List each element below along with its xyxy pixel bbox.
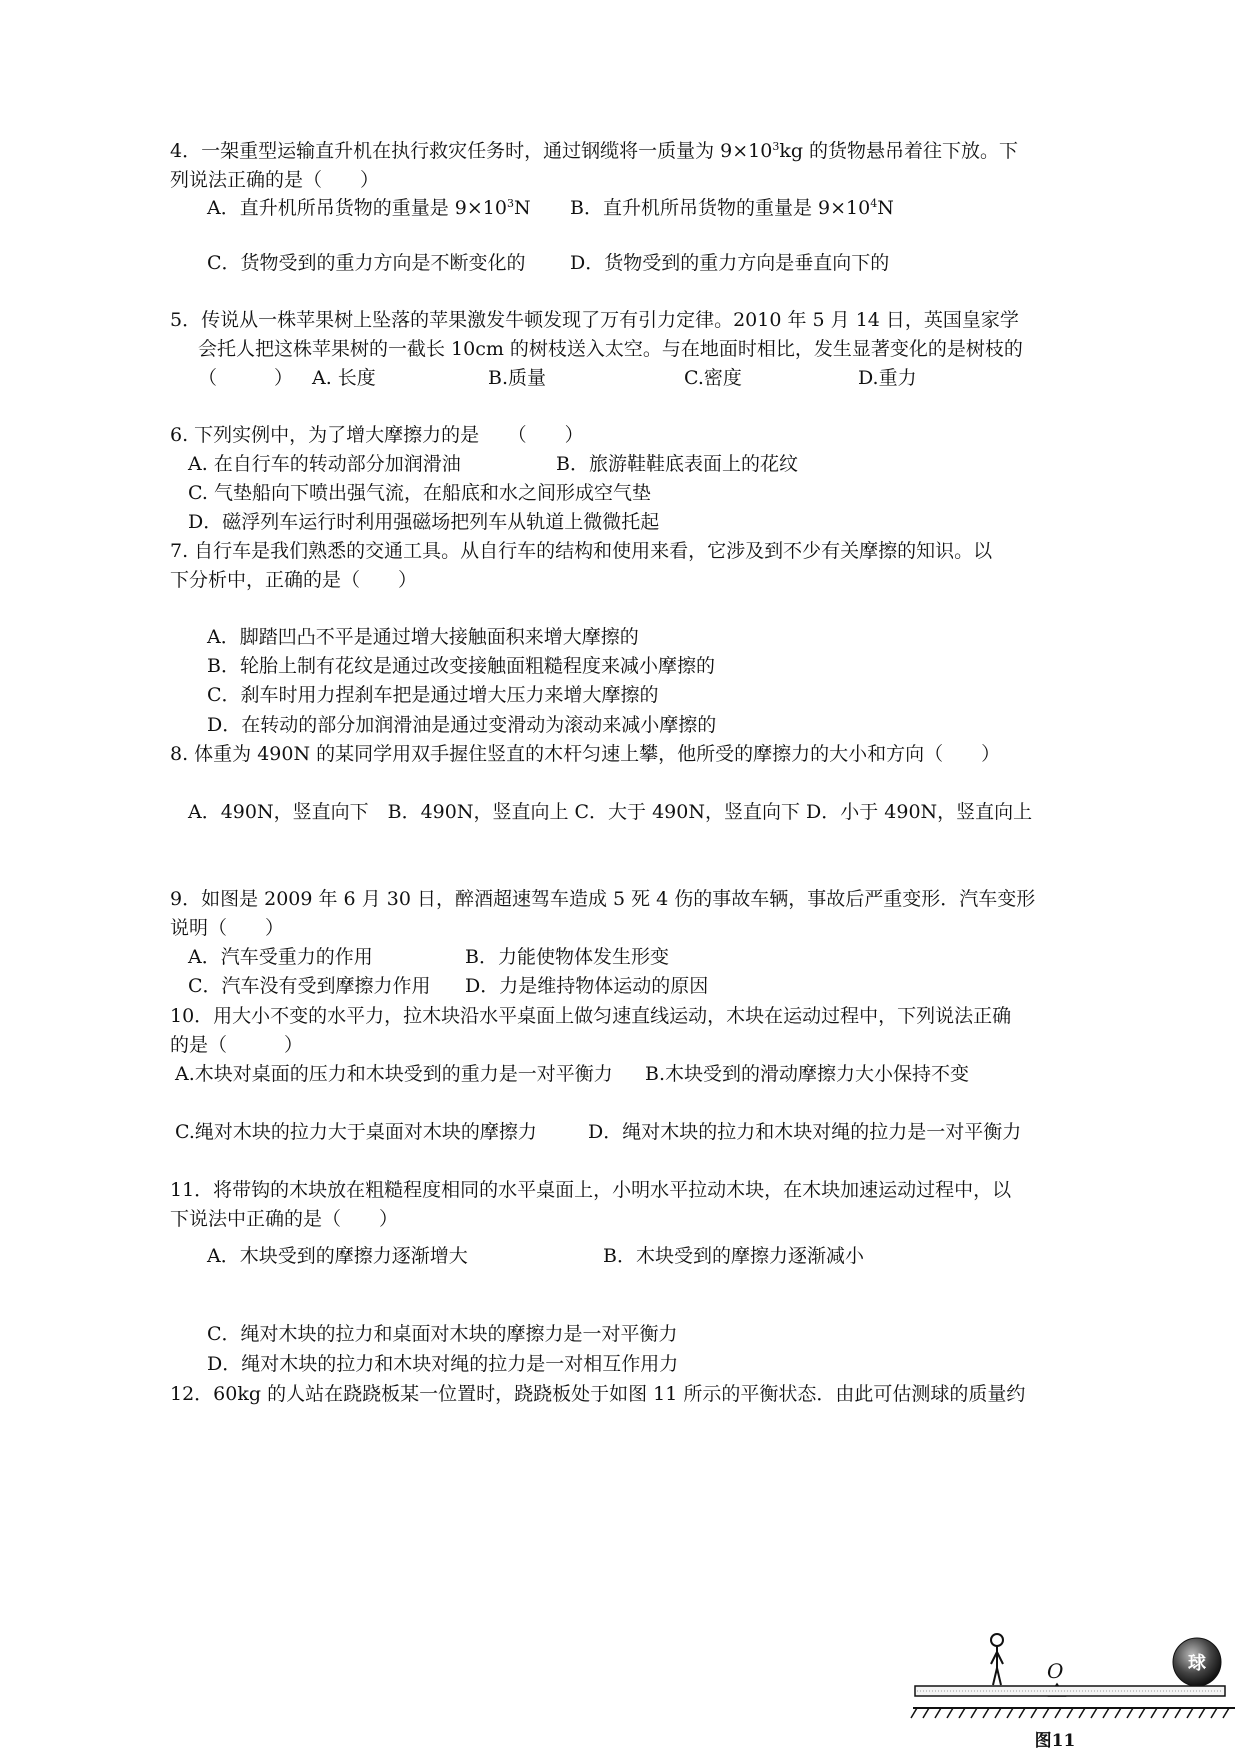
q10-option-b: B.木块受到的滑动摩擦力大小保持不变 <box>645 1063 970 1085</box>
q6-option-a: A. 在自行车的转动部分加润滑油 <box>188 453 461 475</box>
q4-option-b: B．直升机所吊货物的重量是 $9\times 10^4N$ <box>570 197 894 219</box>
q4-option-a: A．直升机所吊货物的重量是 $9\times 10^3N$ <box>207 197 531 219</box>
seesaw-plank <box>915 1686 1225 1696</box>
q5-answer-blank: （ ） <box>198 367 294 389</box>
q11-option-c: C．绳对木块的拉力和桌面对木块的摩擦力是一对平衡力 <box>207 1323 678 1345</box>
q5-option-a: A. 长度 <box>312 367 376 389</box>
q9-stem-line1: 9．如图是 2009 年 6 月 30 日，醉酒超速驾车造成 5 死 4 伤的事故车辆，事故后严重变形．汽车变形 <box>170 888 1036 910</box>
q10-option-d: D．绳对木块的拉力和木块对绳的拉力是一对平衡力 <box>588 1121 1022 1143</box>
q7-stem-line1: 7. 自行车是我们熟悉的交通工具。从自行车的结构和使用来看，它涉及到不少有关摩擦的知识。以 <box>170 540 993 562</box>
q6-option-d: D．磁浮列车运行时利用强磁场把列车从轨道上微微托起 <box>188 511 660 533</box>
q4-option-c: C．货物受到的重力方向是不断变化的 <box>207 252 526 274</box>
ball-label: 球 <box>1188 1653 1206 1674</box>
q4-stem-line2: 列说法正确的是（ ） <box>170 169 380 191</box>
q11-stem-line2: 下说法中正确的是（ ） <box>170 1208 399 1230</box>
q10-option-c: C.绳对木块的拉力大于桌面对木块的摩擦力 <box>175 1121 537 1143</box>
q7-stem-line2: 下分析中，正确的是（ ） <box>170 569 418 591</box>
q5-option-d: D.重力 <box>858 367 917 389</box>
q11-option-d: D．绳对木块的拉力和木块对绳的拉力是一对相互作用力 <box>207 1353 679 1375</box>
q9-option-a: A．汽车受重力的作用 <box>188 946 373 968</box>
ball <box>1173 1638 1221 1686</box>
q7-option-d: D．在转动的部分加润滑油是通过变滑动为滚动来减小摩擦的 <box>207 714 717 736</box>
q12-stem: 12．60kg 的人站在跷跷板某一位置时，跷跷板处于如图 11 所示的平衡状态．由此可估测球的质量约 <box>170 1383 1026 1405</box>
ground-hatching <box>911 1708 1235 1718</box>
q5-stem-line2: 会托人把这株苹果树的一截长 10cm 的树枝送入太空。与在地面时相比，发生显著变化的是树枝的 <box>198 338 1023 360</box>
q4-stem-line1: 4．一架重型运输直升机在执行救灾任务时，通过钢缆将一质量为 $9\times 10^3kg$ 的货物悬吊着往下放。下 <box>170 140 1019 162</box>
q6-option-b: B．旅游鞋鞋底表面上的花纹 <box>556 453 798 475</box>
q7-option-b: B．轮胎上制有花纹是通过改变接触面粗糙程度来减小摩擦的 <box>207 655 715 677</box>
q7-option-a: A．脚踏凹凸不平是通过增大接触面积来增大摩擦的 <box>207 626 639 648</box>
q10-stem-line2: 的是（ ） <box>170 1034 304 1056</box>
q11-option-b: B．木块受到的摩擦力逐渐减小 <box>603 1245 864 1267</box>
figure-11-seesaw <box>905 1590 1241 1750</box>
pivot-label: O <box>1047 1659 1064 1683</box>
figure-caption: 图11 <box>1034 1731 1076 1750</box>
q11-option-a: A．木块受到的摩擦力逐渐增大 <box>207 1245 468 1267</box>
q9-option-c: C．汽车没有受到摩擦力作用 <box>188 975 431 997</box>
q10-option-a: A.木块对桌面的压力和木块受到的重力是一对平衡力 <box>175 1063 613 1085</box>
q5-stem-line1: 5．传说从一株苹果树上坠落的苹果激发牛顿发现了万有引力定律。2010 年 5 月 14 日，英国皇家学 <box>170 309 1019 331</box>
q8-options: A．490N，竖直向下 B．490N，竖直向上 C．大于 490N，竖直向下 D．小于 490N，竖直向上 <box>188 801 1033 823</box>
q9-option-b: B．力能使物体发生形变 <box>465 946 669 968</box>
q9-option-d: D．力是维持物体运动的原因 <box>465 975 709 997</box>
q6-option-c: C. 气垫船向下喷出强气流，在船底和水之间形成空气垫 <box>188 482 651 504</box>
q11-stem-line1: 11．将带钩的木块放在粗糙程度相同的水平桌面上，小明水平拉动木块，在木块加速运动过程中，以 <box>170 1179 1012 1201</box>
q5-option-c: C.密度 <box>684 367 742 389</box>
q9-stem-line2: 说明（ ） <box>170 917 285 939</box>
q6-stem: 6. 下列实例中，为了增大摩擦力的是 （ ） <box>170 424 584 446</box>
q4-option-d: D．货物受到的重力方向是垂直向下的 <box>570 252 890 274</box>
q7-option-c: C．刹车时用力捏刹车把是通过增大压力来增大摩擦的 <box>207 684 659 706</box>
person-figure <box>991 1634 1003 1685</box>
q5-option-b: B.质量 <box>488 367 547 389</box>
q8-stem: 8. 体重为 490N 的某同学用双手握住竖直的木杆匀速上攀，他所受的摩擦力的大小和方向（ ） <box>170 743 1001 765</box>
q10-stem-line1: 10．用大小不变的水平力，拉木块沿水平桌面上做匀速直线运动，木块在运动过程中，下列说法正确 <box>170 1005 1012 1027</box>
